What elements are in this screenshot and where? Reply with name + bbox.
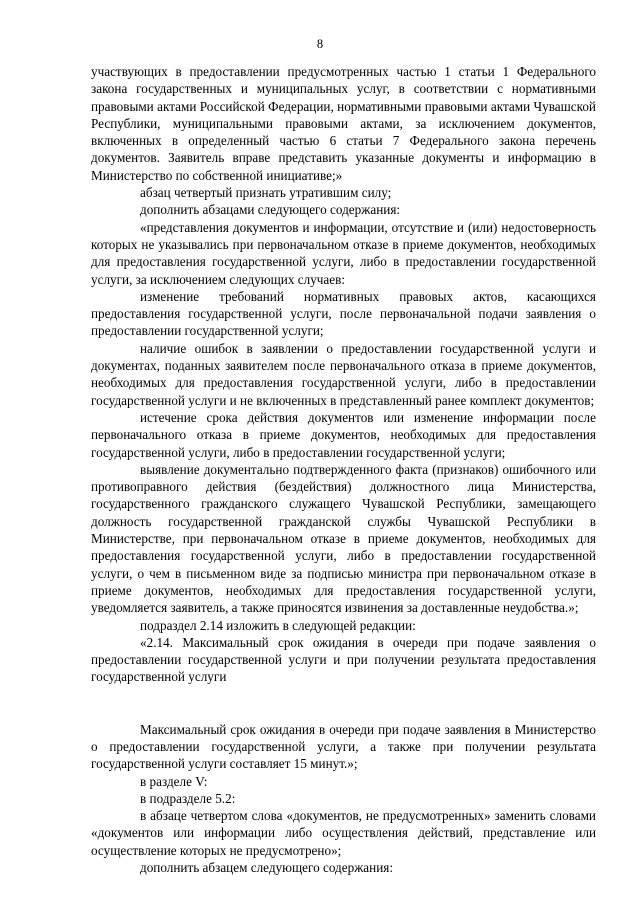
paragraph-quoted: «представления документов и информации, отсутствие и (или) недостоверность которых не указывались при первоначальном отказе в приеме документов, необходимых для предоставления государственной услуги, либо в предоставлении государственной услуги, за исключением следующих случаев: bbox=[91, 219, 596, 287]
paragraph-amendment: дополнить абзацем следующего содержания: bbox=[140, 860, 394, 876]
paragraph-amendment: в разделе V: bbox=[140, 773, 208, 789]
paragraph-case: выявление документально подтвержденного факта (признаков) ошибочного или противоправного действия (бездействия) должностного лица Министерства, государственного гражданского служащего Чувашской Республики, замещающего должность государственной гражданской службы Чувашской Республики в Министерстве, при первоначальном отказе в приеме документов, необходимых для предоставления государственной услуги, либо в предоставлении государственной услуги, о чем в письменном виде за подписью министра при первоначальном отказе в приеме документов, необходимых для предоставления государственной услуги, уведомляется заявитель, а также приносятся извинения за доставленные неудобства.»; bbox=[91, 461, 596, 616]
paragraph-amendment: подраздел 2.14 изложить в следующей редакции: bbox=[140, 617, 416, 633]
paragraph-amendment: в подразделе 5.2: bbox=[140, 790, 236, 806]
paragraph-case: изменение требований нормативных правовых актов, касающихся предоставления государственной услуги, после первоначальной подачи заявления о предоставлении государственной услуги; bbox=[91, 288, 596, 339]
document-body bbox=[91, 63, 596, 876]
paragraph-case: наличие ошибок в заявлении о предоставлении государственной услуги и документах, поданных заявителем после первоначального отказа в приеме документов, необходимых для предоставления государственной услуги, либо в предоставлении государственной услуги и не включенных в представленный ранее комплект документов; bbox=[91, 340, 596, 408]
paragraph-amendment: дополнить абзацами следующего содержания: bbox=[140, 202, 401, 218]
paragraph-case: истечение срока действия документов или изменение информации после первоначального отказа в приеме документов, необходимых для предоставления государственной услуги, либо в предоставлении государственной услуги; bbox=[91, 409, 596, 460]
paragraph-quoted: Максимальный срок ожидания в очереди при подаче заявления в Министерство о предоставлении государственной услуги, а также при получении результата государственной услуги составляет 15 минут.»; bbox=[91, 721, 596, 772]
paragraph-amendment: абзац четвертый признать утратившим силу; bbox=[140, 185, 392, 201]
subsection-heading: «2.14. Максимальный срок ожидания в очереди при подаче заявления о предоставлении государственной услуги и при получении результата предоставления государственной услуги bbox=[91, 634, 596, 685]
page-number: 8 bbox=[316, 37, 324, 51]
paragraph-continuation: участвующих в предоставлении предусмотренных частью 1 статьи 1 Федерального закона государственных и муниципальных услуг, в соответствии с нормативными правовыми актами Российской Федерации, нормативными правовыми актами Чувашской Республики, муниципальными правовыми актами, за исключением документов, включенных в определенный частью 6 статьи 7 Федерального закона перечень документов. Заявитель вправе представить указанные документы и информацию в Министерство по собственной инициативе;» bbox=[91, 64, 596, 183]
paragraph-amendment: в абзаце четвертом слова «документов, не предусмотренных» заменить словами «документов или информации либо осуществления действий, представление или осуществление которых не предусмотрено»; bbox=[91, 808, 596, 858]
